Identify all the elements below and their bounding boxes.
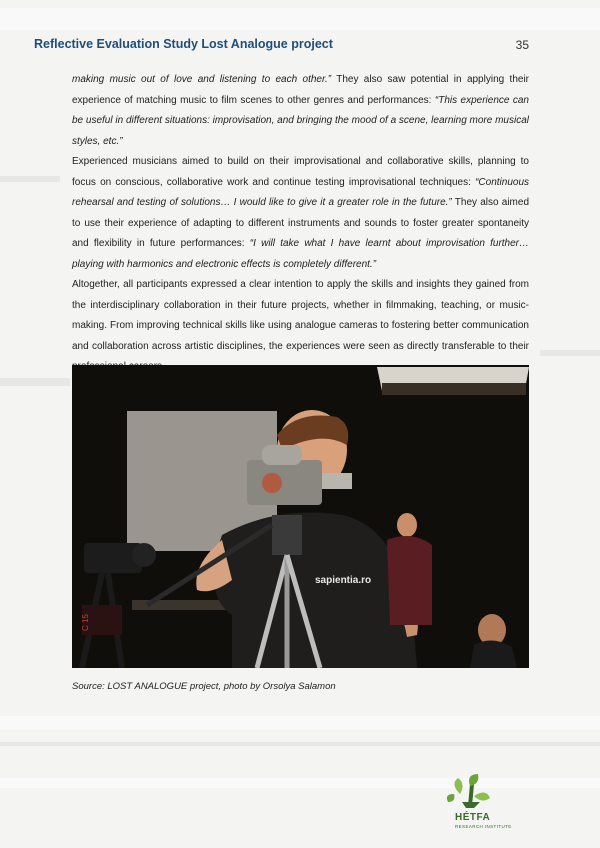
logo-name: HÉTFA	[455, 812, 491, 823]
text-segment: They also saw potential in applying their experience of matching music to film scenes to other genres and performances:	[72, 74, 529, 106]
background-stroke	[0, 742, 600, 746]
text-segment: Altogether, all participants expressed a clear intention to apply the skills and insights they gained from the interdisciplinary collaboration in their future projects, whether in filmmaking, teaching, or music-making. From improving technical skills like using analogue cameras to fostering better communication and collaboration across artistic disciplines, the experiences were seen as directly transferable to their	[72, 279, 529, 352]
logo-subtitle: RESEARCH INSTITUTE	[455, 824, 512, 829]
quote-segment: “Continuous rehearsal and testing of solutions… I would like to give it a greater role in the future.”	[72, 176, 529, 208]
photo-caption: Source: LOST ANALOGUE project, photo by Orsolya Salamon	[72, 681, 336, 692]
paragraph	[72, 152, 529, 275]
side-label: C 15	[81, 614, 90, 631]
page-number: 35	[515, 38, 529, 52]
running-header-title: Reflective Evaluation Study Lost Analogue project	[34, 37, 333, 51]
background-stroke	[0, 378, 70, 386]
body-text	[72, 70, 529, 378]
photo-illustration	[72, 365, 529, 668]
background-stroke	[0, 778, 600, 788]
background-stroke	[540, 350, 600, 356]
paragraph	[72, 70, 529, 152]
film-set-photo	[72, 365, 529, 668]
quote-segment: “This experience can be useful in different situations: improvisation, and bringing the mood of a scene, learning more musical styles, etc.”	[72, 94, 529, 147]
text-segment: They also aimed to use their experience of adapting to different instruments and sounds to foster greater spontaneity and flexibility in future performances:	[72, 197, 530, 249]
text-segment: Experienced musicians aimed to build on their improvisational and collaborative skills, planning to focus on conscious, collaborative work and continue testing improvisational techniques:	[72, 156, 529, 188]
quote-segment: making music out of love and listening to each other.”	[72, 74, 332, 85]
quote-segment: “I will take what I have learnt about improvisation further… playing with harmonics and electronic effects is completely different.”	[72, 238, 530, 270]
shirt-text: sapientia.ro	[315, 575, 372, 586]
background-stroke	[0, 8, 600, 30]
background-stroke	[0, 176, 60, 182]
background-stroke	[0, 716, 600, 730]
paragraph	[72, 275, 529, 378]
